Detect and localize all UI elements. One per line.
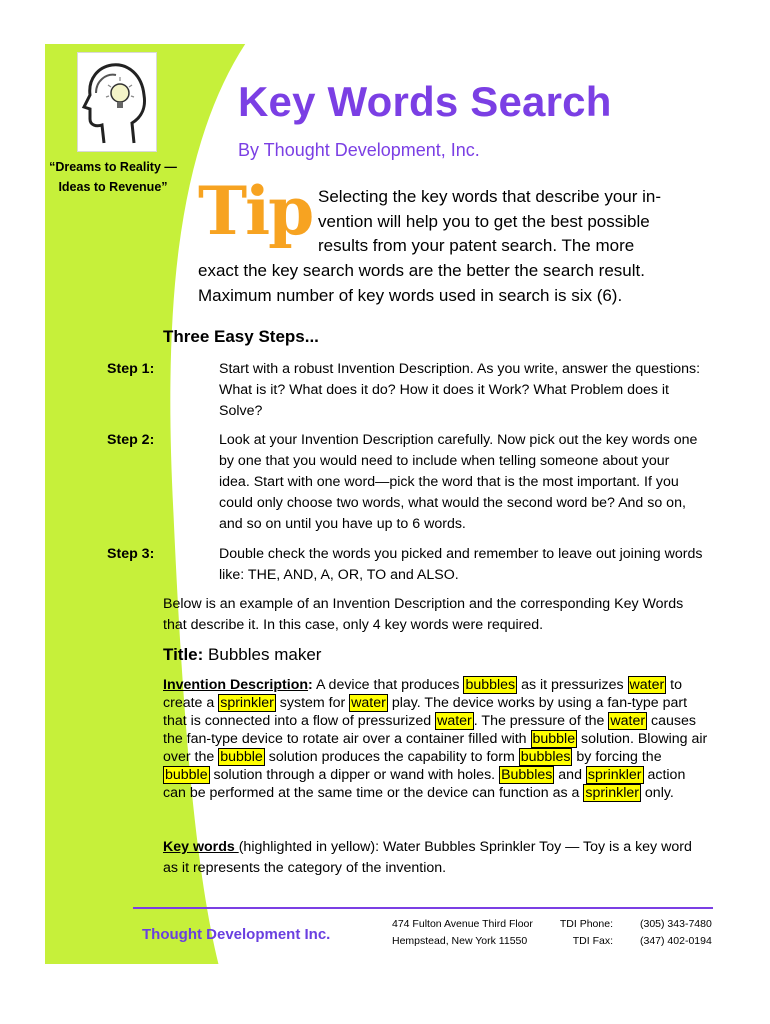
step-2-text: Look at your Invention Description carefully. Now pick out the key words one by one that you would need to include when telling someone about your idea. Start with one word—pick the word that is the most important. If you could only choose two words, what would the second word be? And so on, and so on until you have up to 6 words. xyxy=(219,432,698,532)
description-text: . The pressure of the xyxy=(473,713,609,729)
highlighted-keyword: bubbles xyxy=(465,677,516,693)
highlighted-keyword: water xyxy=(437,713,472,729)
step-2 xyxy=(107,430,703,535)
example-intro: Below is an example of an Invention Description and the corresponding Key Words that describe it. In this case, only 4 key words were required. xyxy=(163,596,684,633)
footer-address xyxy=(392,916,533,950)
step-3 xyxy=(107,544,703,586)
tip-logo: Tip xyxy=(198,172,313,250)
highlighted-keyword: bubble xyxy=(220,749,263,765)
highlighted-keyword: bubbles xyxy=(520,749,571,765)
highlighted-keyword: water xyxy=(610,713,646,729)
page-title: Key Words Search xyxy=(238,78,612,125)
step-3-text: Double check the words you picked and remember to leave out joining words like: THE, AND, A, OR, TO and ALSO. xyxy=(219,546,703,583)
footer-contact-numbers xyxy=(640,916,712,950)
highlighted-keyword: bubble xyxy=(165,767,208,783)
description-text: solution produces the capability to form xyxy=(264,749,519,765)
phone-label: TDI Phone: xyxy=(559,918,613,930)
steps-heading: Three Easy Steps... xyxy=(163,327,319,346)
highlighted-keyword: Bubbles xyxy=(501,767,553,783)
tagline: “Dreams to Reality — Ideas to Revenue” xyxy=(49,160,177,194)
tip-text-part2: exact the key search words are the better the search result. Maximum number of key words used in search is six (6). xyxy=(198,261,645,305)
key-words-text: (highlighted in yellow): Water Bubbles Sprinkler Toy — Toy is a key word as it represents the category of the invention. xyxy=(163,839,692,876)
step-3-label: Step 3: xyxy=(107,546,155,562)
address-line-2: Hempstead, New York 11550 xyxy=(392,935,528,947)
step-1-label: Step 1: xyxy=(107,361,155,377)
fax-number: (347) 402-0194 xyxy=(640,935,712,947)
description-text: and xyxy=(554,767,586,783)
highlighted-keyword: water xyxy=(629,677,665,693)
highlighted-keyword: sprinkler xyxy=(220,695,274,711)
footer-divider xyxy=(133,907,713,909)
description-text: solution. Blowing air over the xyxy=(163,731,708,765)
description-text: play. The device works by using a fan-type part that is connected into a flow of pressurized xyxy=(163,695,688,729)
head-lightbulb-logo xyxy=(77,52,157,152)
address-line-1: 474 Fulton Avenue Third Floor xyxy=(392,918,533,930)
highlighted-keyword: sprinkler xyxy=(585,785,639,801)
highlighted-keyword: sprinkler xyxy=(587,767,642,783)
example-title-label: Title: xyxy=(163,645,204,664)
description-text: system for xyxy=(275,695,350,711)
invention-description-label: Invention Description xyxy=(163,677,309,693)
description-text: by forcing the xyxy=(572,749,662,765)
key-words-note xyxy=(163,837,708,879)
phone-number: (305) 343-7480 xyxy=(640,918,712,930)
description-text: causes the fan-type device to rotate air over a container filled with xyxy=(163,713,696,747)
head-lightbulb-icon xyxy=(78,53,156,151)
invention-description: Invention Description: A device that produces bubbles as it pressurizes water to create a sprinkler system for water play. The device works by using a fan-type part that is connected into a flow of pressurized water . The pressure of the water causes the fan-type device to rotate air over a container filled with bubble solution. Blowing air over the bubble solution produces the capability to form bubbles by forcing the bubble solution through a dipper or wand with holes. Bubbles and sprinkler action can be performed at the same time or the device can function as a sprinkler only. xyxy=(163,677,708,801)
step-1 xyxy=(107,359,703,422)
tip-text-part1: Selecting the key words that describe your in-vention will help you to get the best possible results from your patent search. The more xyxy=(318,187,662,255)
invention-description-body xyxy=(163,676,707,802)
step-1-text: Start with a robust Invention Description. As you write, answer the questions: What is it? What does it do? How it does it Work? What Problem does it Solve? xyxy=(219,361,701,419)
example-title-value: Bubbles maker xyxy=(208,645,322,664)
footer-company: Thought Development Inc. xyxy=(142,926,331,943)
step-2-label: Step 2: xyxy=(107,432,155,448)
highlighted-keyword: bubble xyxy=(532,731,576,747)
description-text: to create a xyxy=(163,677,683,711)
page-subtitle: By Thought Development, Inc. xyxy=(238,140,480,160)
description-text: as it pressurizes xyxy=(517,677,628,693)
key-words-label: Key words xyxy=(163,839,239,855)
example-title xyxy=(163,645,321,665)
description-text: A device that produces xyxy=(312,677,464,693)
description-text: only. xyxy=(640,785,674,801)
footer-contact-labels xyxy=(555,916,613,950)
description-text: action can be performed at the same time or the device can function as a xyxy=(163,767,686,801)
description-text: solution through a dipper or wand with holes. xyxy=(209,767,500,783)
highlighted-keyword: water xyxy=(351,695,386,711)
fax-label: TDI Fax: xyxy=(572,935,613,947)
